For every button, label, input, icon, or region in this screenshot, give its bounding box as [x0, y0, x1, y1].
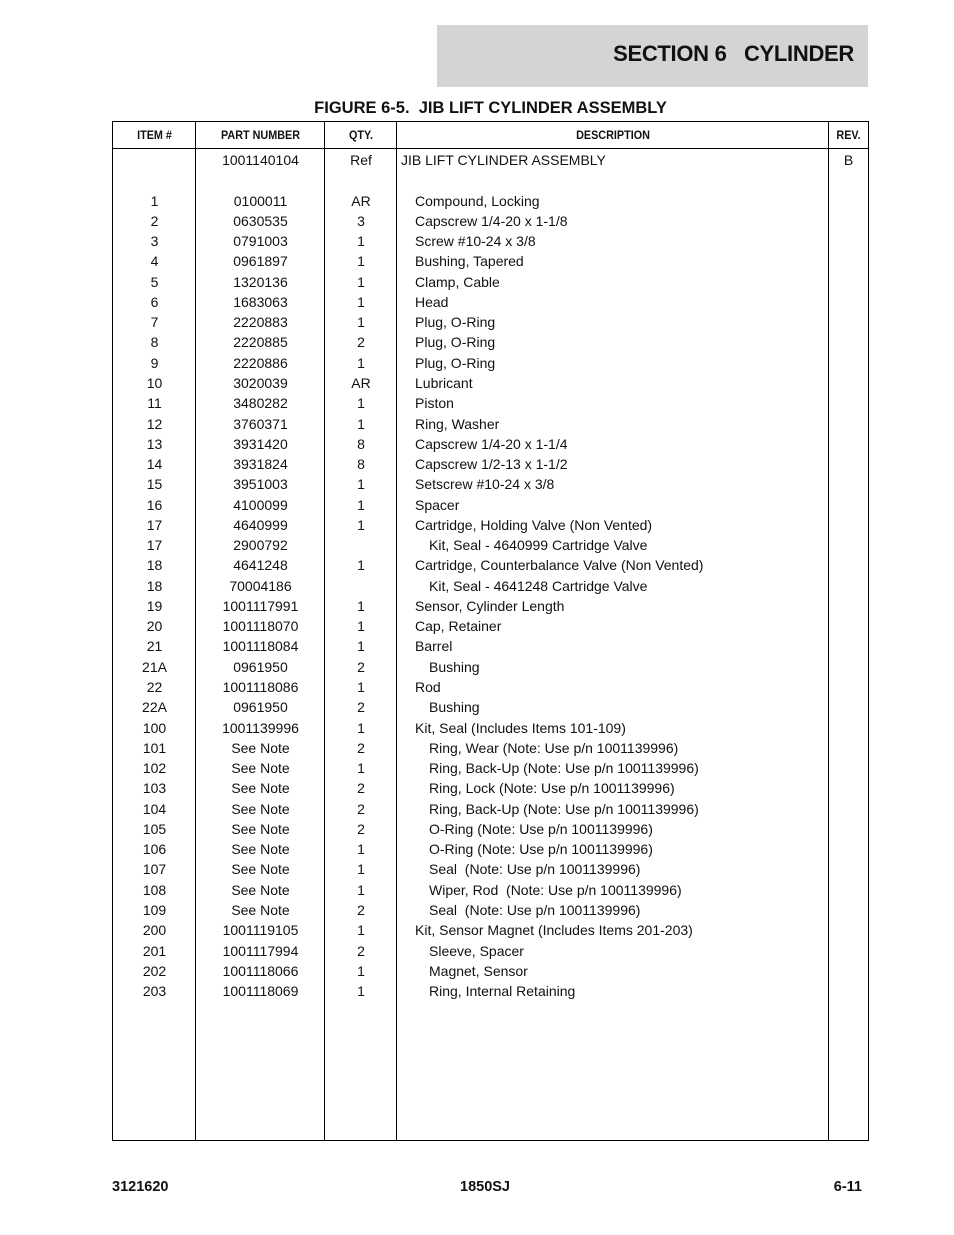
row-description: Plug, O-Ring — [415, 314, 496, 331]
row-item-number: 101 — [142, 739, 167, 756]
table-row — [113, 758, 868, 778]
row-part-number — [196, 170, 325, 190]
row-part-number: See Note — [231, 901, 290, 918]
row-quantity: 1 — [357, 861, 365, 878]
row-revision — [829, 332, 868, 352]
row-quantity — [325, 535, 397, 555]
row-item-number: 22A — [142, 699, 167, 716]
row-item-number: 21 — [146, 638, 163, 655]
row-part-number: 1001118070 — [222, 618, 299, 635]
row-description: Plug, O-Ring — [415, 354, 496, 371]
table-row — [113, 292, 868, 312]
row-revision — [829, 576, 868, 596]
table-row — [113, 616, 868, 636]
row-quantity: 1 — [357, 476, 365, 493]
row-quantity: 2 — [357, 780, 365, 797]
row-revision — [829, 596, 868, 616]
row-part-number: 1001118084 — [222, 638, 299, 655]
row-part-number: 0100011 — [233, 192, 288, 209]
row-part-number: 4641248 — [233, 557, 288, 574]
row-description: O-Ring (Note: Use p/n 1001139996) — [429, 841, 653, 858]
row-quantity: 3 — [357, 212, 365, 229]
row-description — [397, 170, 847, 190]
row-quantity: 1 — [357, 922, 365, 939]
row-part-number: See Note — [231, 861, 290, 878]
table-body — [113, 148, 868, 1140]
row-description: Ring, Internal Retaining — [429, 983, 576, 1000]
table-row — [113, 495, 868, 515]
table-row — [113, 353, 868, 373]
row-quantity: 1 — [357, 760, 365, 777]
table-row — [113, 312, 868, 332]
row-description: Ring, Back-Up (Note: Use p/n 1001139996) — [429, 760, 699, 777]
row-item-number: 102 — [142, 760, 167, 777]
row-description: Piston — [415, 395, 454, 412]
row-quantity: Ref — [350, 152, 372, 168]
row-description: Magnet, Sensor — [429, 962, 528, 979]
row-description: Compound, Locking — [415, 192, 540, 209]
row-revision — [829, 677, 868, 697]
row-quantity: 1 — [357, 273, 365, 290]
row-description: Cartridge, Holding Valve (Non Vented) — [415, 516, 653, 533]
row-description: Ring, Back-Up (Note: Use p/n 1001139996) — [429, 800, 699, 817]
row-quantity: 1 — [357, 516, 365, 533]
row-revision — [829, 414, 868, 434]
row-description: O-Ring (Note: Use p/n 1001139996) — [429, 820, 653, 837]
row-description: Capscrew 1/4-20 x 1-1/8 — [415, 212, 568, 229]
row-item-number: 21A — [142, 658, 167, 675]
row-revision — [829, 839, 868, 859]
row-part-number: 0961897 — [233, 253, 288, 270]
parts-table — [112, 121, 869, 1141]
row-item-number — [113, 170, 196, 190]
row-description: Bushing — [429, 699, 480, 716]
header-rev: REV. — [836, 128, 861, 142]
row-description: Bushing, Tapered — [415, 253, 524, 270]
row-item-number: 203 — [142, 983, 167, 1000]
row-item-number: 16 — [146, 496, 163, 513]
row-revision — [829, 251, 868, 271]
row-part-number: 1320136 — [233, 273, 288, 290]
row-revision — [829, 718, 868, 738]
row-quantity: 2 — [357, 699, 365, 716]
footer-model: 1850SJ — [460, 1179, 510, 1195]
row-revision — [829, 170, 868, 190]
table-row — [113, 839, 868, 859]
row-quantity: 1 — [357, 395, 365, 412]
row-revision — [829, 555, 868, 575]
row-description: Ring, Washer — [415, 415, 500, 432]
row-description: Rod — [415, 679, 441, 696]
table-row — [113, 718, 868, 738]
header-item: ITEM # — [137, 128, 172, 142]
row-revision — [829, 393, 868, 413]
table-row — [113, 677, 868, 697]
table-row — [113, 373, 868, 393]
table-row — [113, 474, 868, 494]
row-quantity: 8 — [357, 456, 365, 473]
row-item-number: 100 — [142, 719, 167, 736]
table-row — [113, 211, 868, 231]
row-part-number: See Note — [231, 780, 290, 797]
row-quantity: 1 — [357, 679, 365, 696]
row-part-number: 3480282 — [233, 395, 288, 412]
row-item-number: 12 — [146, 415, 163, 432]
row-quantity: 2 — [357, 820, 365, 837]
row-description: Kit, Seal - 4640999 Cartridge Valve — [429, 537, 648, 554]
row-quantity: 1 — [357, 354, 365, 371]
row-revision — [829, 231, 868, 251]
row-part-number: 3951003 — [233, 476, 288, 493]
row-revision — [829, 495, 868, 515]
table-row — [113, 799, 868, 819]
row-part-number: 1001118066 — [222, 962, 299, 979]
row-part-number: See Note — [231, 881, 290, 898]
row-description: Screw #10-24 x 3/8 — [415, 233, 536, 250]
row-part-number: 2220886 — [233, 354, 288, 371]
row-quantity: 1 — [357, 962, 365, 979]
row-item-number: 7 — [150, 314, 159, 331]
row-revision — [829, 474, 868, 494]
table-row — [113, 251, 868, 271]
table-row — [113, 272, 868, 292]
row-part-number: See Note — [231, 841, 290, 858]
row-part-number: 0961950 — [233, 699, 288, 716]
table-row — [113, 819, 868, 839]
row-part-number: 3931824 — [233, 456, 288, 473]
row-revision — [829, 272, 868, 292]
row-quantity: 1 — [357, 638, 365, 655]
table-row — [113, 920, 868, 940]
row-item-number: 5 — [150, 273, 159, 290]
row-description: Setscrew #10-24 x 3/8 — [415, 476, 555, 493]
row-part-number: 1001140104 — [222, 152, 299, 168]
row-item-number: 22 — [146, 679, 163, 696]
row-revision — [829, 211, 868, 231]
row-description: Lubricant — [415, 374, 473, 391]
row-revision — [829, 616, 868, 636]
row-part-number: 1001118086 — [222, 679, 299, 696]
row-description: Capscrew 1/4-20 x 1-1/4 — [415, 435, 568, 452]
row-revision — [829, 454, 868, 474]
row-part-number: 0630535 — [233, 212, 288, 229]
row-quantity: 8 — [357, 435, 365, 452]
table-row — [113, 576, 868, 596]
row-revision — [829, 920, 868, 940]
row-description: Kit, Sensor Magnet (Includes Items 201-203) — [415, 922, 693, 939]
row-part-number: 4640999 — [233, 516, 288, 533]
row-quantity: 1 — [357, 597, 365, 614]
row-item-number: 2 — [150, 212, 159, 229]
table-row — [113, 981, 868, 1001]
row-quantity: 2 — [357, 800, 365, 817]
row-revision — [829, 636, 868, 656]
row-part-number: 1683063 — [233, 293, 288, 310]
table-row — [113, 697, 868, 717]
row-part-number: 70004186 — [229, 577, 292, 594]
row-part-number: 0961950 — [233, 658, 288, 675]
table-row — [113, 150, 868, 170]
row-part-number: 3760371 — [233, 415, 288, 432]
row-revision — [829, 515, 868, 535]
table-row — [113, 778, 868, 798]
row-item-number: 17 — [146, 516, 163, 533]
row-description: Sleeve, Spacer — [429, 942, 524, 959]
row-part-number: See Note — [231, 760, 290, 777]
section-title: SECTION 6 CYLINDER — [613, 41, 854, 66]
header-part-number: PART NUMBER — [220, 128, 301, 142]
row-part-number: 1001117991 — [222, 597, 299, 614]
row-item-number: 20 — [146, 618, 163, 635]
table-row — [113, 191, 868, 211]
row-item-number: 107 — [142, 861, 167, 878]
row-quantity: 1 — [357, 314, 365, 331]
row-quantity: AR — [351, 374, 371, 391]
row-revision — [829, 758, 868, 778]
row-description: Ring, Lock (Note: Use p/n 1001139996) — [429, 780, 675, 797]
row-part-number: 1001119105 — [222, 922, 299, 939]
table-row — [113, 555, 868, 575]
row-part-number: 4100099 — [233, 496, 288, 513]
row-item-number: 3 — [150, 233, 159, 250]
row-item-number: 106 — [142, 841, 167, 858]
row-quantity — [325, 170, 397, 190]
row-revision — [829, 697, 868, 717]
table-row — [113, 941, 868, 961]
row-part-number: 1001117994 — [222, 942, 299, 959]
table-row — [113, 454, 868, 474]
row-quantity: 2 — [357, 658, 365, 675]
row-part-number: 2900792 — [233, 537, 288, 554]
row-revision — [829, 353, 868, 373]
row-quantity: 1 — [357, 253, 365, 270]
row-description: Plug, O-Ring — [415, 334, 496, 351]
row-revision — [829, 778, 868, 798]
table-row — [113, 393, 868, 413]
row-item-number: 202 — [142, 962, 167, 979]
row-revision — [829, 941, 868, 961]
table-header — [113, 122, 868, 149]
row-revision — [829, 373, 868, 393]
row-description: Seal (Note: Use p/n 1001139996) — [429, 901, 641, 918]
row-quantity: 1 — [357, 983, 365, 1000]
section-banner — [437, 25, 868, 87]
figure-title: FIGURE 6-5. JIB LIFT CYLINDER ASSEMBLY — [314, 99, 667, 117]
table-row — [113, 636, 868, 656]
table-row — [113, 880, 868, 900]
row-revision — [829, 799, 868, 819]
row-item-number: 13 — [146, 435, 163, 452]
row-part-number: 1001139996 — [222, 719, 299, 736]
row-revision — [829, 292, 868, 312]
table-row — [113, 170, 868, 190]
table-row — [113, 515, 868, 535]
header-qty: QTY. — [348, 128, 373, 142]
row-quantity: AR — [351, 192, 371, 209]
table-row — [113, 596, 868, 616]
row-item-number: 18 — [146, 557, 163, 574]
table-row — [113, 434, 868, 454]
row-revision — [829, 657, 868, 677]
row-item-number: 104 — [142, 800, 167, 817]
footer-doc-number: 3121620 — [112, 1179, 169, 1195]
table-row — [113, 414, 868, 434]
row-revision: B — [843, 152, 854, 168]
table-row — [113, 332, 868, 352]
row-description: Bushing — [429, 658, 480, 675]
row-item-number: 1 — [150, 192, 159, 209]
row-quantity: 1 — [357, 618, 365, 635]
row-revision — [829, 880, 868, 900]
table-row — [113, 900, 868, 920]
row-revision — [829, 191, 868, 211]
row-quantity: 2 — [357, 739, 365, 756]
row-item-number: 18 — [146, 577, 163, 594]
row-revision — [829, 738, 868, 758]
table-row — [113, 231, 868, 251]
row-item-number: 109 — [142, 901, 167, 918]
row-revision — [829, 535, 868, 555]
row-description: Cap, Retainer — [415, 618, 502, 635]
row-item-number — [113, 150, 196, 170]
row-item-number: 10 — [146, 374, 163, 391]
table-row — [113, 738, 868, 758]
footer-page-number: 6-11 — [833, 1179, 862, 1195]
row-part-number: 3020039 — [233, 374, 288, 391]
row-quantity: 1 — [357, 557, 365, 574]
row-description: Kit, Seal - 4641248 Cartridge Valve — [429, 577, 648, 594]
row-part-number: 3931420 — [233, 435, 288, 452]
row-description: Sensor, Cylinder Length — [415, 597, 565, 614]
row-quantity: 1 — [357, 415, 365, 432]
table-row — [113, 535, 868, 555]
row-part-number: See Note — [231, 800, 290, 817]
row-item-number: 4 — [150, 253, 159, 270]
row-quantity: 1 — [357, 841, 365, 858]
row-quantity: 1 — [357, 496, 365, 513]
row-revision — [829, 819, 868, 839]
row-item-number: 9 — [150, 354, 159, 371]
row-part-number: See Note — [231, 739, 290, 756]
row-item-number: 108 — [142, 881, 167, 898]
table-row — [113, 961, 868, 981]
row-item-number: 103 — [142, 780, 167, 797]
row-description: Barrel — [415, 638, 453, 655]
row-part-number: 0791003 — [233, 233, 288, 250]
row-item-number: 14 — [146, 456, 163, 473]
row-quantity: 2 — [357, 942, 365, 959]
row-description: Capscrew 1/2-13 x 1-1/2 — [415, 456, 568, 473]
row-description: Clamp, Cable — [415, 273, 500, 290]
row-item-number: 8 — [150, 334, 159, 351]
row-item-number: 17 — [146, 537, 163, 554]
row-quantity: 1 — [357, 293, 365, 310]
table-row — [113, 859, 868, 879]
row-part-number: See Note — [231, 820, 290, 837]
row-revision — [829, 900, 868, 920]
row-description: Wiper, Rod (Note: Use p/n 1001139996) — [429, 881, 682, 898]
row-revision — [829, 859, 868, 879]
row-quantity: 2 — [357, 901, 365, 918]
row-description: Cartridge, Counterbalance Valve (Non Vented) — [415, 557, 704, 574]
row-quantity: 2 — [357, 334, 365, 351]
row-item-number: 201 — [142, 942, 167, 959]
row-description: Head — [415, 293, 449, 310]
row-revision — [829, 434, 868, 454]
row-revision — [829, 312, 868, 332]
row-revision — [829, 961, 868, 981]
row-item-number: 200 — [142, 922, 167, 939]
row-description: JIB LIFT CYLINDER ASSEMBLY — [401, 152, 606, 168]
row-quantity: 1 — [357, 233, 365, 250]
row-part-number: 2220883 — [233, 314, 288, 331]
row-part-number: 2220885 — [233, 334, 288, 351]
row-description: Ring, Wear (Note: Use p/n 1001139996) — [429, 739, 679, 756]
row-description: Spacer — [415, 496, 460, 513]
row-item-number: 15 — [146, 476, 163, 493]
table-row — [113, 657, 868, 677]
row-description: Seal (Note: Use p/n 1001139996) — [429, 861, 641, 878]
row-quantity: 1 — [357, 881, 365, 898]
row-item-number: 11 — [147, 395, 162, 412]
row-item-number: 6 — [150, 293, 159, 310]
row-quantity: 1 — [357, 719, 365, 736]
row-item-number: 19 — [146, 597, 163, 614]
row-description: Kit, Seal (Includes Items 101-109) — [415, 719, 626, 736]
row-item-number: 105 — [142, 820, 167, 837]
row-quantity — [325, 576, 397, 596]
row-part-number: 1001118069 — [222, 983, 299, 1000]
row-revision — [829, 981, 868, 1001]
header-description: DESCRIPTION — [576, 128, 650, 142]
